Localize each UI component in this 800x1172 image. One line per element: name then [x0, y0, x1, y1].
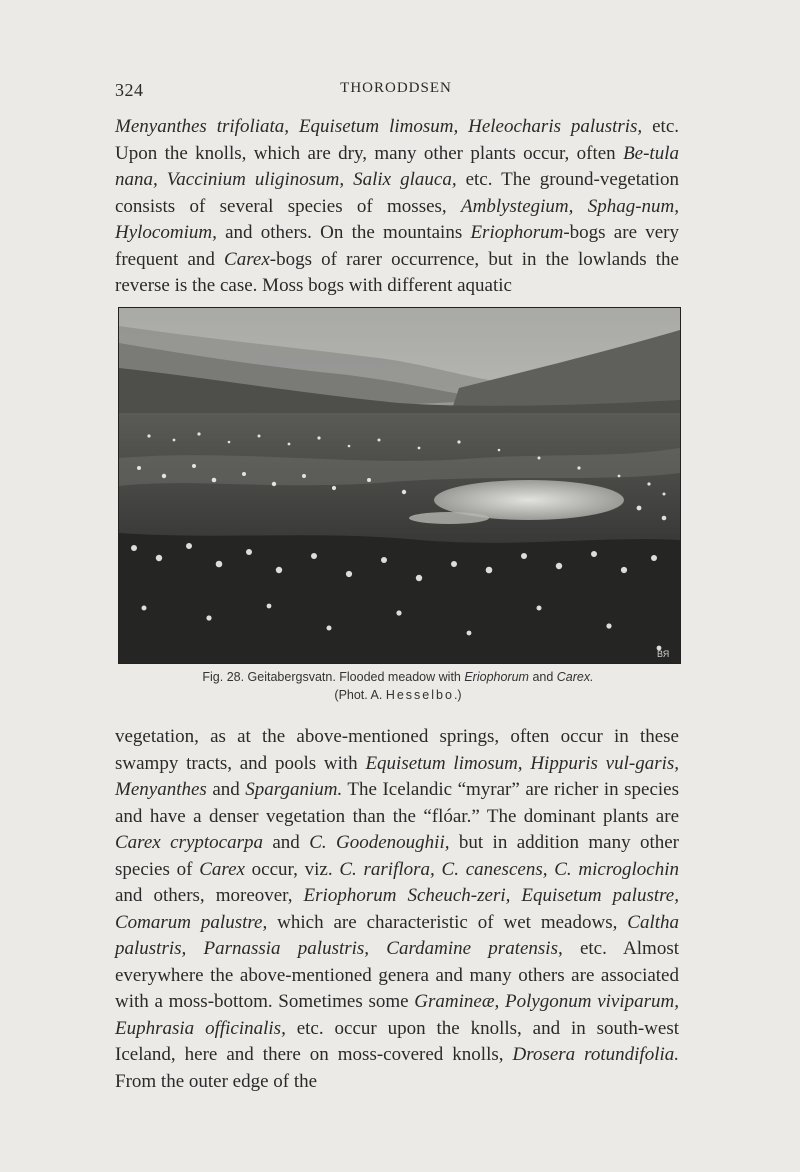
text-run: etc. occur upon the knolls, and in south-west Iceland, here and there on moss-covered knolls, [115, 1017, 679, 1065]
text-run: Equisetum limosum, Hippuris vul-garis, Menyanthes [115, 752, 680, 800]
text-run: Carex [199, 858, 245, 880]
caption-prefix: Fig. 28. Geitabergsvatn. Flooded meadow with [202, 670, 465, 684]
caption-genus-1: Eriophorum [464, 670, 529, 684]
figure-caption [115, 668, 681, 704]
text-run: Gramineæ, Polygonum viviparum, Euphrasia officinalis, [115, 991, 679, 1039]
photo-illustration [119, 308, 680, 663]
photographer-monogram: ВЯ [657, 649, 670, 659]
text-run: Carex cryptocarpa [115, 832, 263, 853]
text-run: occur, viz. [244, 858, 340, 880]
text-run: and [206, 779, 246, 800]
text-run: Menyanthes trifoliata, Equisetum limosum, Heleocharis palustris, [115, 116, 643, 137]
text-run: Eriophorum [470, 222, 564, 243]
text-run: C. rariflora, C. canescens, C. microglochin [339, 858, 679, 880]
paragraph-bottom [115, 724, 679, 1095]
caption-genus-2: Carex. [556, 670, 594, 684]
text-run: Sparganium. [245, 779, 343, 800]
text-run: The Icelandic “myrar” are richer in species and have a denser vegetation than the “flóar.” The dominant plants are [115, 779, 680, 827]
text-run: Be-tula nana, Vaccinium uliginosum, Salix glauca, [115, 142, 679, 190]
text-run: Drosera rotundifolia. [512, 1044, 680, 1065]
text-run: Amblystegium, Sphag-num, Hylocomium, [115, 195, 680, 243]
running-head: THORODDSEN [340, 80, 452, 96]
text-run: which are characteristic of wet meadows, [267, 911, 628, 933]
text-run: etc. Almost everywhere the above-mentioned genera and many others are associated with a moss-bottom. Sometimes some [115, 938, 679, 1012]
text-run: Eriophorum Scheuch-zeri, Equisetum palustre, Comarum palustre, [115, 885, 679, 933]
credit-name: Hesselbo [385, 688, 454, 702]
text-run: Carex [224, 248, 270, 270]
paragraph-top [115, 114, 679, 300]
text-run: -bogs are very frequent and [115, 222, 679, 270]
text-run: but in addition many other species of [115, 832, 679, 880]
credit-close: .) [453, 688, 462, 702]
text-run: vegetation, as at the above-mentioned springs, often occur in these swampy tracts, and pools with [115, 726, 679, 774]
text-run: etc. Upon the knolls, which are dry, many other plants occur, often [115, 116, 679, 164]
text-run: C. Goodenoughii, [309, 832, 450, 853]
text-run: Caltha palustris, Parnassia palustris, Cardamine pratensis, [115, 911, 679, 959]
photo-credit [115, 686, 681, 704]
text-run: From the outer edge of the [115, 1070, 318, 1092]
page-header [115, 80, 677, 104]
text-run: and others. On the mountains [216, 222, 471, 243]
text-run: -bogs of rarer occurrence, but in the lowlands the reverse is the case. Moss bogs with different aquatic [115, 248, 679, 296]
text-run: and [262, 832, 310, 853]
text-run: and others, moreover, [115, 885, 304, 906]
caption-and: and [528, 670, 557, 684]
landscape-photograph [118, 307, 681, 664]
page-number: 324 [115, 80, 144, 100]
caption-line [115, 668, 681, 686]
text-run: etc. The ground-vegetation consists of several species of mosses, [115, 169, 679, 217]
credit-open: (Phot. A. [334, 688, 386, 702]
